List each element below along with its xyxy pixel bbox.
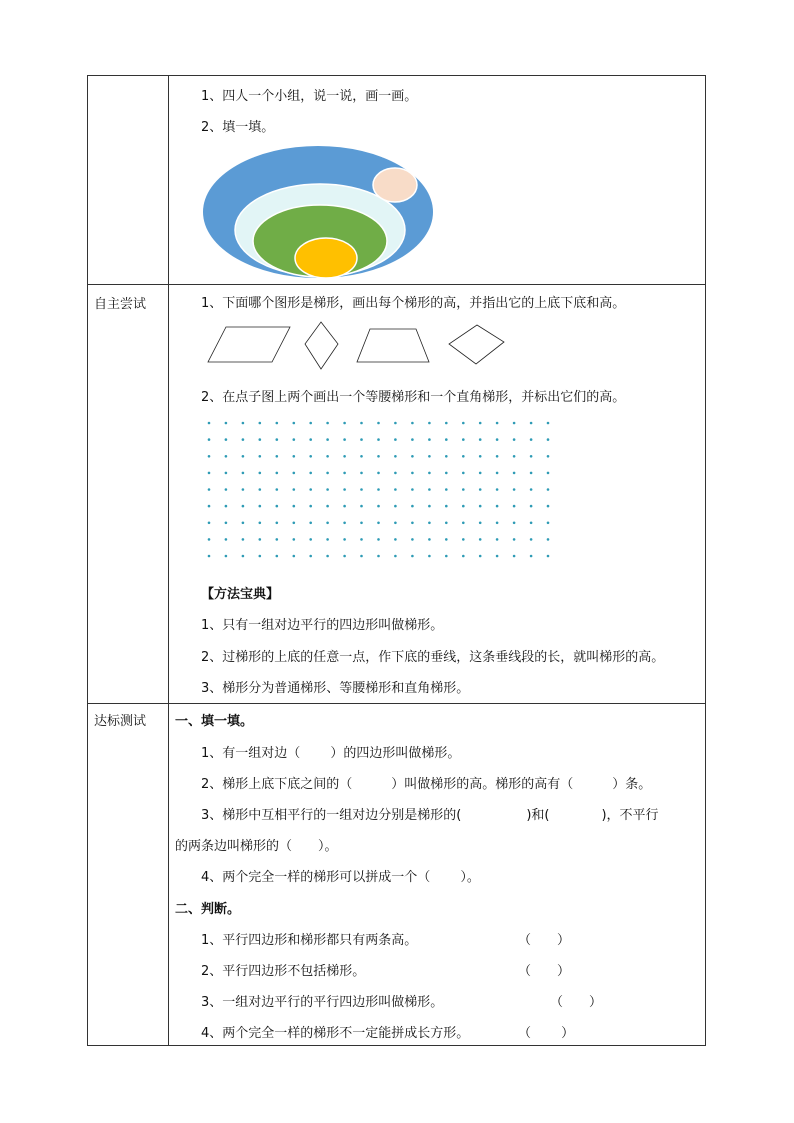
grid-dot: [547, 522, 550, 525]
grid-dot: [530, 472, 533, 475]
grid-dot: [445, 422, 448, 425]
grid-dot: [259, 422, 262, 425]
grid-dot: [309, 505, 312, 508]
grid-dot: [309, 472, 312, 475]
grid-dot: [513, 488, 516, 491]
worksheet-table: [87, 75, 706, 1046]
grid-dot: [547, 538, 550, 541]
grid-dot: [343, 488, 346, 491]
grid-dot: [530, 522, 533, 525]
grid-dot: [547, 472, 550, 475]
grid-dot: [530, 538, 533, 541]
grid-dot: [208, 472, 211, 475]
grid-dot: [513, 538, 516, 541]
grid-dot: [293, 538, 296, 541]
grid-dot: [445, 505, 448, 508]
grid-dot: [326, 488, 329, 491]
row2-question-1: 1、下面哪个图形是梯形，画出每个梯形的高，并指出它的上底下底和高。: [201, 296, 626, 311]
grid-dot: [496, 422, 499, 425]
grid-dot: [377, 522, 380, 525]
grid-dot: [479, 522, 482, 525]
grid-dot: [394, 422, 397, 425]
grid-dot: [547, 422, 550, 425]
grid-dot: [360, 438, 363, 441]
grid-dot: [259, 472, 262, 475]
grid-dot: [428, 555, 431, 558]
grid-dot: [445, 538, 448, 541]
row2-question-2: 2、在点子图上两个画出一个等腰梯形和一个直角梯形，并标出它们的高。: [201, 390, 626, 405]
grid-dot: [411, 455, 414, 458]
row2-label: 自主尝试: [94, 297, 147, 312]
grid-dot: [259, 438, 262, 441]
grid-dot: [513, 455, 516, 458]
judge-paren-3: （ ）: [550, 995, 603, 1010]
grid-dot: [547, 488, 550, 491]
grid-dot: [242, 455, 245, 458]
grid-dot: [343, 555, 346, 558]
grid-dot: [208, 538, 211, 541]
grid-dot: [428, 488, 431, 491]
grid-dot: [462, 438, 465, 441]
fill-item-3-cont: 的两条边叫梯形的（ ）。: [175, 839, 338, 854]
grid-dot: [309, 455, 312, 458]
grid-dot: [428, 522, 431, 525]
row1-item-1: 1、四人一个小组，说一说，画一画。: [201, 89, 418, 104]
judge-item-3: 3、一组对边平行的平行四边形叫做梯形。: [201, 995, 444, 1010]
fill-item-4: 4、两个完全一样的梯形可以拼成一个（ ）。: [201, 870, 480, 885]
grid-dot: [496, 555, 499, 558]
grid-dot: [394, 455, 397, 458]
grid-dot: [411, 472, 414, 475]
grid-dot: [326, 438, 329, 441]
grid-dot: [428, 422, 431, 425]
grid-dot: [479, 555, 482, 558]
grid-dot: [326, 422, 329, 425]
grid-dot: [276, 555, 279, 558]
grid-dot: [513, 472, 516, 475]
grid-dot: [462, 472, 465, 475]
grid-dot: [377, 505, 380, 508]
grid-dot: [377, 538, 380, 541]
grid-dot: [496, 538, 499, 541]
grid-dot: [276, 522, 279, 525]
grid-dot: [225, 472, 228, 475]
grid-dot: [326, 538, 329, 541]
grid-dot: [360, 538, 363, 541]
part2-title: 二、判断。: [175, 902, 241, 917]
part1-title: 一、填一填。: [175, 714, 254, 729]
grid-dot: [208, 522, 211, 525]
grid-dot: [547, 555, 550, 558]
grid-dot: [293, 522, 296, 525]
grid-dot: [360, 555, 363, 558]
grid-dot: [276, 488, 279, 491]
grid-dot: [377, 438, 380, 441]
grid-dot: [394, 505, 397, 508]
grid-dot: [530, 455, 533, 458]
grid-dot: [360, 505, 363, 508]
grid-dot: [411, 538, 414, 541]
grid-dot: [343, 472, 346, 475]
grid-dot: [513, 555, 516, 558]
grid-dot: [276, 438, 279, 441]
grid-dot: [242, 505, 245, 508]
grid-dot: [293, 488, 296, 491]
grid-dot: [394, 438, 397, 441]
grid-dot: [479, 422, 482, 425]
fill-item-1: 1、有一组对边（ ）的四边形叫做梯形。: [201, 746, 461, 761]
method-item-2: 2、过梯形的上底的任意一点，作下底的垂线，这条垂线段的长，就叫梯形的高。: [201, 650, 665, 665]
grid-dot: [343, 522, 346, 525]
judge-item-2: 2、平行四边形不包括梯形。: [201, 964, 366, 979]
grid-dot: [276, 538, 279, 541]
grid-dot: [242, 522, 245, 525]
grid-dot: [225, 438, 228, 441]
method-item-3: 3、梯形分为普通梯形、等腰梯形和直角梯形。: [201, 681, 470, 696]
grid-dot: [428, 472, 431, 475]
grid-dot: [513, 422, 516, 425]
grid-dot: [293, 438, 296, 441]
grid-dot: [462, 522, 465, 525]
grid-dot: [394, 472, 397, 475]
grid-dot: [225, 522, 228, 525]
grid-dot: [377, 422, 380, 425]
grid-dot: [225, 488, 228, 491]
grid-dot: [326, 472, 329, 475]
grid-dot: [394, 488, 397, 491]
grid-dot: [530, 488, 533, 491]
grid-dot: [377, 555, 380, 558]
grid-dot: [225, 455, 228, 458]
grid-dot: [242, 538, 245, 541]
grid-dot: [259, 555, 262, 558]
grid-dot: [326, 505, 329, 508]
grid-dot: [225, 422, 228, 425]
grid-dot: [547, 505, 550, 508]
grid-dot: [360, 455, 363, 458]
grid-dot: [343, 422, 346, 425]
grid-dot: [242, 555, 245, 558]
grid-dot: [242, 422, 245, 425]
grid-dot: [428, 505, 431, 508]
grid-dot: [225, 555, 228, 558]
judge-item-1: 1、平行四边形和梯形都只有两条高。: [201, 933, 418, 948]
grid-dot: [309, 438, 312, 441]
grid-dot: [208, 555, 211, 558]
grid-dot: [208, 422, 211, 425]
grid-dot: [479, 505, 482, 508]
row3-label: 达标测试: [94, 714, 147, 729]
grid-dot: [259, 538, 262, 541]
grid-dot: [242, 438, 245, 441]
grid-dot: [276, 422, 279, 425]
grid-dot: [428, 438, 431, 441]
grid-dot: [462, 455, 465, 458]
grid-dot: [276, 472, 279, 475]
grid-dot: [445, 488, 448, 491]
grid-dot: [462, 422, 465, 425]
grid-dot: [360, 472, 363, 475]
grid-dot: [259, 455, 262, 458]
grid-dot: [411, 488, 414, 491]
grid-dot: [309, 538, 312, 541]
grid-dot: [462, 555, 465, 558]
judge-paren-4: （ ）: [518, 1026, 575, 1041]
grid-dot: [496, 438, 499, 441]
grid-dot: [496, 522, 499, 525]
grid-dot: [293, 422, 296, 425]
grid-dot: [411, 505, 414, 508]
grid-dot: [208, 488, 211, 491]
grid-dot: [276, 455, 279, 458]
grid-dot: [394, 538, 397, 541]
grid-dot: [411, 555, 414, 558]
grid-dot: [360, 522, 363, 525]
grid-dot: [428, 455, 431, 458]
judge-paren-1: （ ）: [518, 933, 571, 948]
grid-dot: [276, 505, 279, 508]
grid-dot: [343, 505, 346, 508]
grid-dot: [513, 438, 516, 441]
grid-dot: [208, 455, 211, 458]
grid-dot: [496, 488, 499, 491]
grid-dot: [326, 522, 329, 525]
grid-dot: [411, 522, 414, 525]
grid-dot: [462, 488, 465, 491]
grid-dot: [479, 455, 482, 458]
grid-dot: [530, 438, 533, 441]
grid-dot: [208, 438, 211, 441]
grid-dot: [445, 555, 448, 558]
grid-dot: [309, 422, 312, 425]
grid-dot: [496, 455, 499, 458]
grid-dot: [208, 505, 211, 508]
grid-dot: [394, 555, 397, 558]
grid-dot: [377, 455, 380, 458]
grid-dot: [513, 505, 516, 508]
grid-dot: [377, 488, 380, 491]
grid-dot: [445, 472, 448, 475]
row1-item-2: 2、填一填。: [201, 120, 275, 135]
grid-dot: [479, 488, 482, 491]
judge-item-4: 4、两个完全一样的梯形不一定能拼成长方形。: [201, 1026, 470, 1041]
grid-dot: [411, 422, 414, 425]
grid-dot: [343, 438, 346, 441]
grid-dot: [326, 455, 329, 458]
grid-dot: [479, 438, 482, 441]
grid-dot: [411, 438, 414, 441]
grid-dot: [428, 538, 431, 541]
grid-dot: [225, 538, 228, 541]
grid-dot: [547, 455, 550, 458]
grid-dot: [513, 522, 516, 525]
grid-dot: [496, 505, 499, 508]
grid-dot: [479, 538, 482, 541]
grid-dot: [547, 438, 550, 441]
grid-dot: [225, 505, 228, 508]
grid-dot: [360, 488, 363, 491]
grid-dot: [445, 438, 448, 441]
grid-dot: [242, 472, 245, 475]
grid-dot: [259, 488, 262, 491]
grid-dot: [377, 472, 380, 475]
grid-dot: [343, 538, 346, 541]
judge-paren-2: （ ）: [518, 964, 571, 979]
grid-dot: [445, 522, 448, 525]
grid-dot: [530, 422, 533, 425]
grid-dot: [293, 555, 296, 558]
grid-dot: [496, 472, 499, 475]
grid-dot: [293, 455, 296, 458]
grid-dot: [462, 538, 465, 541]
grid-dot: [530, 505, 533, 508]
grid-dot: [343, 455, 346, 458]
grid-dot: [293, 472, 296, 475]
grid-dot: [259, 522, 262, 525]
grid-dot: [309, 522, 312, 525]
fill-item-3: 3、梯形中互相平行的一组对边分别是梯形的( )和( )，不平行: [201, 808, 659, 823]
method-title: 【方法宝典】: [201, 587, 280, 602]
grid-dot: [259, 505, 262, 508]
grid-dot: [293, 505, 296, 508]
grid-dot: [242, 488, 245, 491]
grid-dot: [309, 488, 312, 491]
grid-dot: [462, 505, 465, 508]
grid-dot: [326, 555, 329, 558]
fill-item-2: 2、梯形上底下底之间的（ ）叫做梯形的高。梯形的高有（ ）条。: [201, 777, 652, 792]
grid-dot: [530, 555, 533, 558]
grid-dot: [360, 422, 363, 425]
grid-dot: [479, 472, 482, 475]
grid-dot: [394, 522, 397, 525]
grid-dot: [309, 555, 312, 558]
grid-dot: [445, 455, 448, 458]
method-item-1: 1、只有一组对边平行的四边形叫做梯形。: [201, 618, 444, 633]
